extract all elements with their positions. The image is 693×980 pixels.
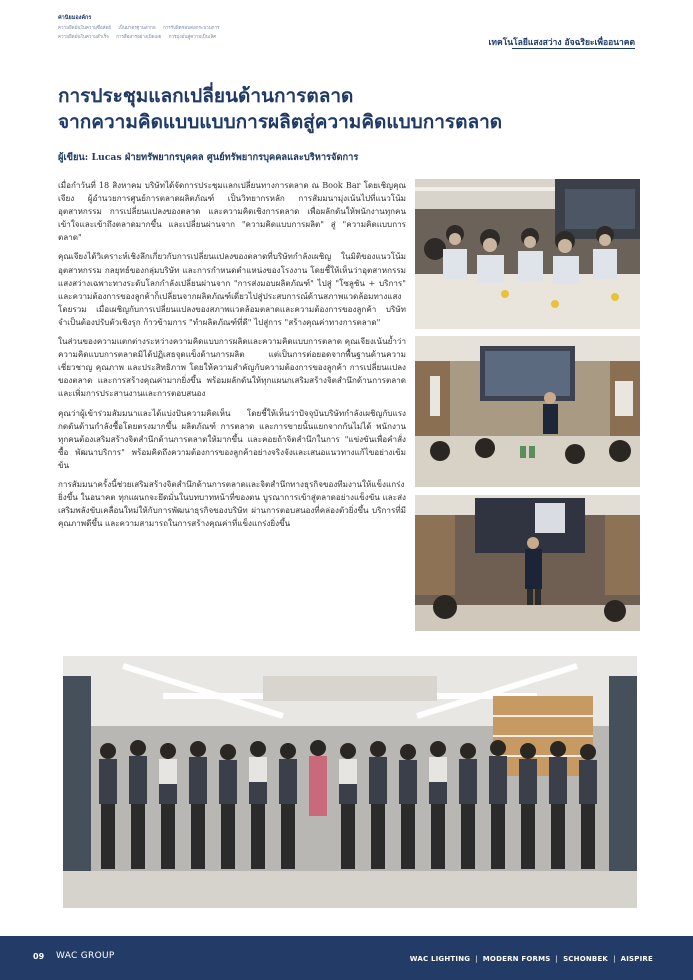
value-item: ความยึดมั่นในความซื่อสัตย์	[58, 26, 111, 31]
header-divider	[512, 48, 635, 49]
brand-list	[410, 955, 653, 963]
brand-separator: |	[613, 955, 616, 963]
value-item: การรับผิดชอบต่อกระบวนการ	[163, 26, 220, 31]
photo-audience-seated	[415, 179, 640, 329]
brand-separator: |	[555, 955, 559, 963]
paragraph: คุณว่าผู้เข้าร่วมสัมมนาและได้แบ่งปันความคิดเห็น โดยชี้ให้เห็นว่าปัจจุบันบริษัทกำลังเผชิญกับแรงกดดันด้านกำลังซื้อโดยตรงมากขึ้น ผลิตภัณฑ์ การตลาด และการขายนั้นแยกจากกันไม่ได้ พนักงานทุกคนต้องเสริมสร้างจิตสำนึกด้านการตลาดให้มากขึ้น และคอยถ้าจิตสำนึกในการ "แข่งขันเพื่อคำสั่งซื้อ พัฒนาบริการ" พร้อมคิดถึงความต้องการของลูกค้าอย่างจริงจังและเสนอแนวทางแก้ไขอย่างเข้มข้น	[58, 407, 406, 470]
header-values-list	[58, 24, 258, 42]
page-number: 09	[33, 952, 45, 961]
photo-speaker-microphone	[415, 495, 640, 631]
brand-item: AISPIRE	[620, 955, 653, 963]
header-category: ค่านิยมองค์กร	[58, 15, 92, 21]
brand-item: SCHONBEK	[563, 955, 609, 963]
paragraph: คุณเจียงได้วิเคราะห์เชิงลึกเกี่ยวกับการเปลี่ยนแปลงของตลาดที่บริษัทกำลังเผชิญ ในมิติของแนวโน้มอุตสาหกรรม กลยุทธ์ของกลุ่มบริษัท และการกำหนดตำแหน่งของโรงงาน โดยชี้ให้เห็นว่าอุตสาหกรรมแสงสว่างเฉพาะทางระดับโลกกำลังเปลี่ยนผ่านจาก "การส่งมอบผลิตภัณฑ์" ไปสู่ "โซลูชัน + บริการ" และความต้องการของลูกค้าก็เปลี่ยนจากผลิตภัณฑ์เดี่ยวไปสู่ประสบการณ์ด้านสภาพแวดล้อมทางแสงโดยรวม เมื่อเผชิญกับการเปลี่ยนแปลงของสภาพแวดล้อมตลาดและความต้องการของลูกค้า บริษัทจำเป็นต้องปรับตัวเชิงรุก ก้าวข้ามการ "ทำผลิตภัณฑ์ที่ดี" ไปสู่การ "สร้างคุณค่าทางการตลาด"	[58, 251, 406, 327]
paragraph: การสัมมนาครั้งนี้ช่วยเสริมสร้างจิตสำนึกด้านการตลาดและจิตสำนึกทางธุรกิจของทีมงานให้แข็งแกร่งยิ่งขึ้น ในอนาคต ทุกแผนกจะยึดมั่นในบทบาทหน้าที่ของตน บูรณาการเข้าสู่ตลาดอย่างแข็งขัน และส่งเสริมพลังขับเคลื่อนใหม่ให้กับการพัฒนาธุรกิจของบริษัท ผ่านการตอบสนองที่คล่องตัวยิ่งขึ้น บริการที่มีคุณภาพดีขึ้น และความสามารถในการสร้างคุณค่าที่แข็งแกร่งยิ่งขึ้น	[58, 478, 406, 529]
photo-group	[63, 656, 637, 908]
value-item: เป็นมาตรฐานสากล	[118, 26, 156, 31]
brand-item: MODERN FORMS	[482, 955, 551, 963]
brand-separator: |	[475, 955, 478, 963]
value-item: ความยึดมั่นในความสำเร็จ	[58, 35, 109, 40]
article-author	[58, 150, 358, 165]
group-brand: WAC GROUP	[56, 951, 115, 961]
photo-speaker-presenting	[415, 336, 640, 487]
values-line-1	[58, 24, 258, 33]
paragraph: ในส่วนของความแตกต่างระหว่างความคิดแบบการผลิตและความคิดแบบการตลาด คุณเจียงเน้นย้ำว่าความคิดแบบการตลาดมิได้ปฏิเสธจุดแข็งด้านการผลิต แต่เป็นการต่อยอดจากพื้นฐานด้านความเชี่ยวชาญ คุณภาพ และประสิทธิภาพ โดยให้ความสำคัญกับความต้องการของลูกค้า การเปลี่ยนแปลงของตลาด และการสร้างคุณค่ามากยิ่งขึ้น พร้อมผลักดันให้ทุกแผนกเสริมสร้างจิตสำนึกด้านการตลาด และเพิ่มการประสานงานและการตอบสนอง	[58, 336, 406, 399]
values-line-2	[58, 33, 258, 42]
paragraph: เมื่อกำวันที่ 18 สิงหาคม บริษัทได้จัดการประชุมแลกเปลี่ยนทางการตลาด ณ Book Bar โดยเชิญคุณเจียง ผู้อำนวยการศูนย์การตลาดผลิตภัณฑ์ เป็นวิทยากรหลัก การสัมมนามุ่งเน้นไปที่แนวโน้มอุตสาหกรรม การเปลี่ยนแปลงของตลาด และความคิดเชิงการตลาด เพื่อผลักดันให้พนักงานทุกคนเข้าใจและเข้าถึงตลาดมากขึ้น และเปลี่ยนผ่านจาก "ความคิดแบบการผลิต" สู่ "ความคิดแบบการตลาด"	[58, 180, 406, 243]
title-line-1: การประชุมแลกเปลี่ยนด้านการตลาด	[58, 85, 354, 107]
value-item: การสื่อสารอย่างเปิดเผย	[116, 35, 162, 40]
author-label: ผู้เขียน:	[58, 152, 89, 163]
title-line-2: จากความคิดแบบแบบการผลิตสู่ความคิดแบบการตลาด	[58, 111, 503, 133]
value-item: การมุ่งมั่นสู่ความเป็นเลิศ	[168, 35, 216, 40]
article-body	[58, 179, 406, 536]
header-tagline: เทคโนโลยีแสงสว่าง อัจฉริยะเพื่ออนาคต	[488, 38, 635, 48]
article-title	[58, 83, 618, 135]
page-footer	[0, 936, 693, 980]
author-name: Lucas ฝ่ายทรัพยากรบุคคล ศูนย์ทรัพยากรบุคคลและบริหารจัดการ	[91, 152, 359, 163]
brand-item: WAC LIGHTING	[409, 955, 471, 963]
